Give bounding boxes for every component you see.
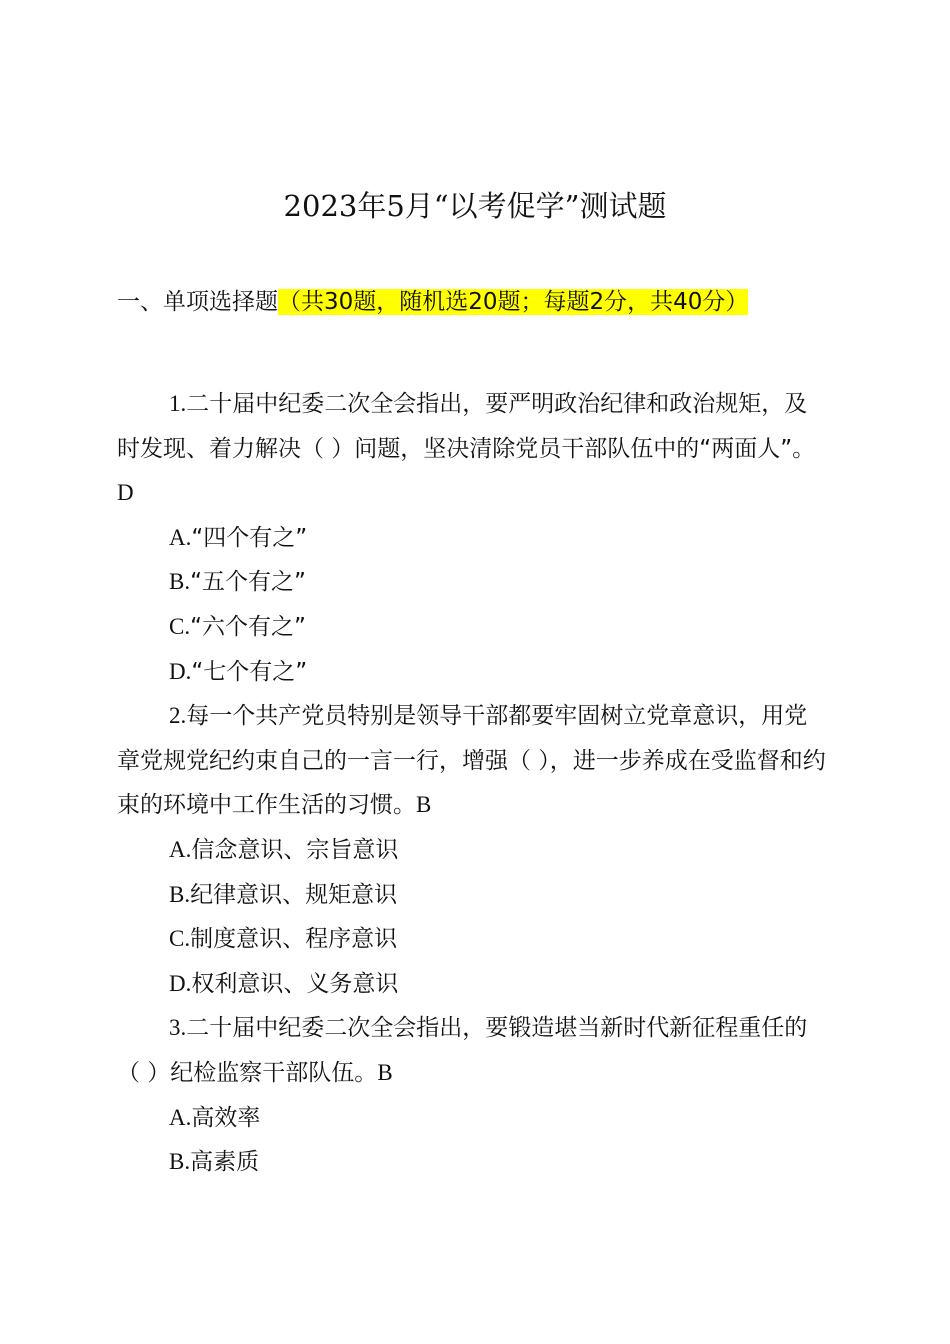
question-answer: B	[377, 1059, 393, 1085]
option-letter: B.	[169, 569, 191, 595]
option-text: “四个有之”	[191, 524, 308, 551]
question-stem	[117, 694, 827, 828]
question-text: 二十届中纪委二次全会指出，要锻造堪当新时代新征程重任的（ ）纪检监察干部队伍。	[117, 1015, 808, 1086]
option-letter: A.	[169, 524, 192, 550]
option-text: 纪律意识、规矩意识	[190, 881, 398, 908]
question-number: 3.	[169, 1015, 187, 1041]
option-letter: A.	[169, 1104, 192, 1130]
option-letter: B.	[169, 881, 191, 907]
section-heading	[117, 280, 817, 325]
option	[117, 516, 827, 561]
option-letter: C.	[169, 613, 191, 639]
option-text: “五个有之”	[190, 569, 306, 596]
question-text: 每一个共产党员特别是领导干部都要牢固树立党章意识，用党章党规党纪约束自己的一言一行，增强（ ），进一步养成在受监督和约束的环境中工作生活的习惯。	[117, 703, 826, 819]
option	[117, 560, 827, 605]
option-text: 制度意识、程序意识	[190, 926, 398, 953]
option-letter: C.	[169, 926, 191, 952]
option-text: “六个有之”	[190, 613, 306, 640]
option	[117, 873, 827, 918]
question-answer: B	[416, 792, 432, 818]
question-number: 1.	[169, 391, 187, 416]
option	[117, 650, 827, 695]
question-answer: D	[117, 480, 134, 506]
option	[117, 962, 827, 1007]
option-text: 高效率	[191, 1104, 261, 1131]
question-text: 二十届中纪委二次全会指出，要严明政治纪律和政治规矩，及时发现、着力解决（ ）问题，坚决清除党员干部队伍中的“两面人”。	[117, 391, 816, 462]
option-text: “七个有之”	[191, 658, 308, 685]
option-letter: B.	[169, 1149, 191, 1175]
option	[117, 828, 827, 873]
section-note-highlight: （共30题，随机选20题；每题2分，共40分）	[278, 289, 749, 315]
question-block	[117, 1006, 827, 1184]
question-stem	[117, 1006, 827, 1095]
section-label: 一、单项选择题	[117, 289, 278, 315]
question-list	[117, 382, 827, 1185]
question-block	[117, 694, 827, 1006]
option	[117, 1140, 827, 1185]
option	[117, 605, 827, 650]
option	[117, 917, 827, 962]
option-text: 权利意识、义务意识	[191, 970, 399, 997]
question-stem	[117, 382, 827, 516]
option	[117, 1096, 827, 1141]
option-letter: D.	[169, 658, 192, 684]
question-number: 2.	[169, 703, 187, 729]
question-block	[117, 382, 827, 694]
option-letter: A.	[169, 836, 192, 862]
option-text: 高素质	[190, 1149, 260, 1176]
option-letter: D.	[169, 970, 192, 996]
document-title: 2023年5月“以考促学”测试题	[283, 189, 667, 223]
option-text: 信念意识、宗旨意识	[191, 836, 399, 863]
